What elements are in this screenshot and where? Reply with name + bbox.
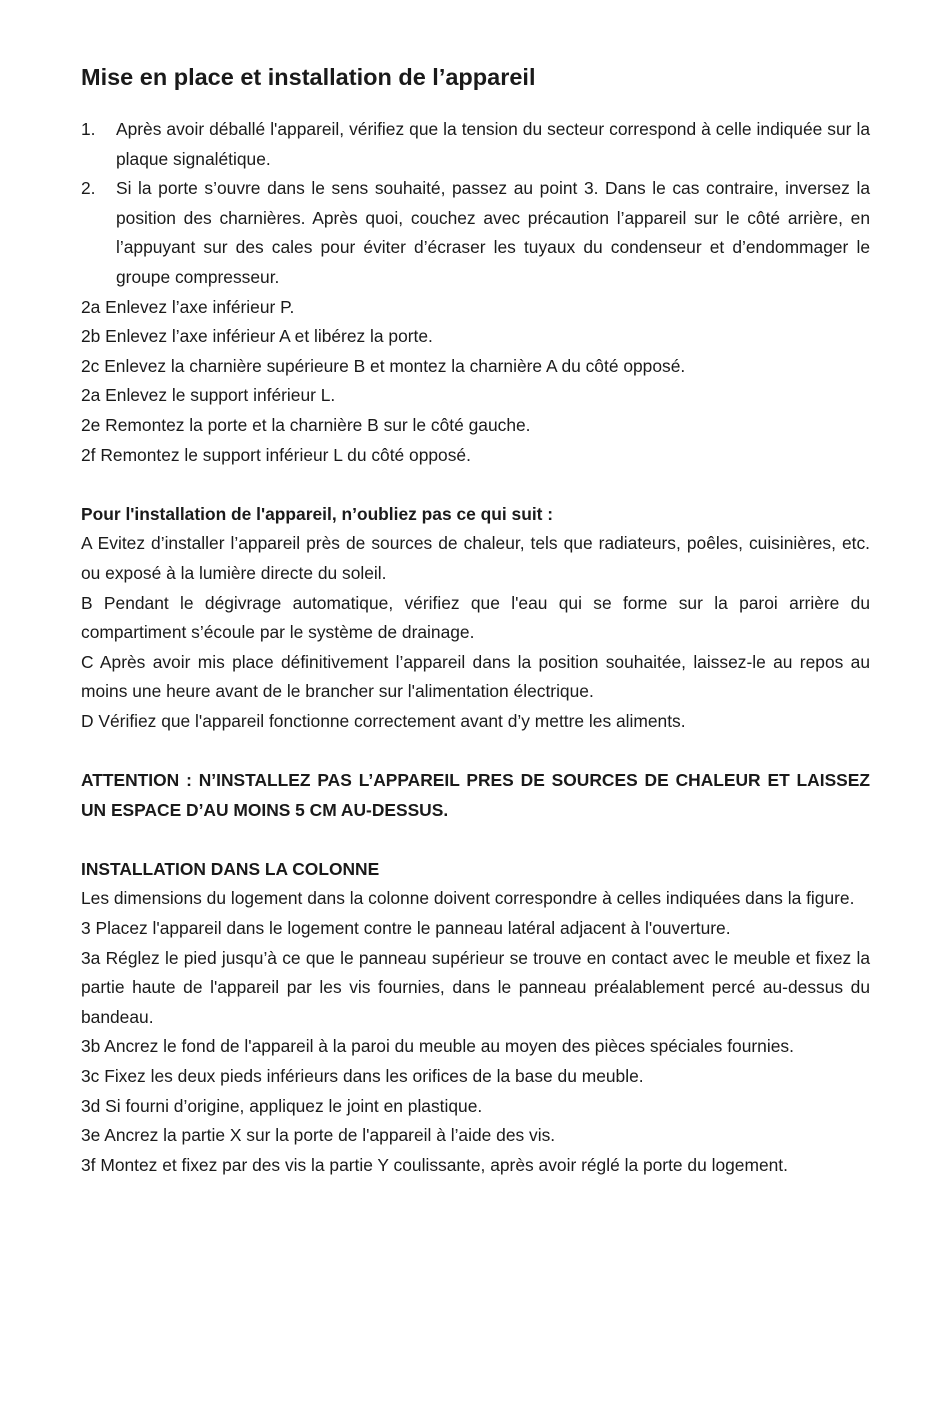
- column-point: 3 Placez l'appareil dans le logement contre le panneau latéral adjacent à l'ouverture.: [81, 918, 731, 939]
- step-2d: 2a Enlevez le support inférieur L.: [81, 385, 336, 406]
- install-point-a: A Evitez d’installer l’appareil près de sources de chaleur, tels que radiateurs, poêles, cuisinières, etc. ou exposé à la lumière directe du soleil.: [81, 533, 870, 583]
- list-text: Si la porte s’ouvre dans le sens souhaité, passez au point 3. Dans le cas contraire, inversez la position des charnières. Après quoi, couchez avec précaution l’appareil sur le côté arrière, en l’appuyant sur des cales pour éviter d’écraser les tuyaux du condenseur et d’endommager le groupe compresseur.: [116, 178, 870, 287]
- column-point: 3c Fixez les deux pieds inférieurs dans les orifices de la base du meuble.: [81, 1066, 644, 1086]
- column-point: 3b Ancrez le fond de l'appareil à la paroi du meuble au moyen des pièces spéciales fournies.: [81, 1036, 794, 1057]
- step-2f: 2f Remontez le support inférieur L du côté opposé.: [81, 444, 471, 465]
- list-item: [81, 115, 870, 174]
- list-number: 2.: [81, 178, 96, 199]
- page-title: Mise en place et installation de l’appareil: [81, 64, 536, 90]
- list-item: [81, 174, 870, 292]
- step-2c: 2c Enlevez la charnière supérieure B et montez la charnière A du côté opposé.: [81, 355, 686, 376]
- list-number: 1.: [81, 119, 96, 139]
- install-point-d: D Vérifiez que l'appareil fonctionne correctement avant d’y mettre les aliments.: [81, 710, 686, 731]
- column-point: Les dimensions du logement dans la colonne doivent correspondre à celles indiquées dans la figure.: [81, 888, 855, 909]
- install-heading: Pour l'installation de l'appareil, n’oubliez pas ce qui suit :: [81, 503, 554, 524]
- spacer: [81, 470, 870, 500]
- attention-warning: ATTENTION : N’INSTALLEZ PAS L’APPAREIL PRES DE SOURCES DE CHALEUR ET LAISSEZ UN ESPACE D’AU MOINS 5 CM AU-DESSUS.: [81, 770, 870, 820]
- spacer: [81, 736, 870, 766]
- step-2a: 2a Enlevez l’axe inférieur P.: [81, 296, 295, 317]
- install-point-b: B Pendant le dégivrage automatique, vérifiez que l'eau qui se forme sur la paroi arrière du compartiment s’écoule par le système de drainage.: [81, 592, 870, 643]
- column-heading: INSTALLATION DANS LA COLONNE: [81, 858, 380, 879]
- document-page: [81, 60, 870, 1180]
- column-point: 3e Ancrez la partie X sur la porte de l'appareil à l’aide des vis.: [81, 1125, 556, 1146]
- install-point-c: C Après avoir mis place définitivement l’appareil dans la position souhaitée, laissez-le au repos au moins une heure avant de le brancher sur l'alimentation électrique.: [81, 651, 870, 702]
- spacer: [81, 825, 870, 855]
- column-point: 3f Montez et fixez par des vis la partie Y coulissante, après avoir réglé la porte du logement.: [81, 1154, 788, 1175]
- column-point: 3a Réglez le pied jusqu’à ce que le panneau supérieur se trouve en contact avec le meuble et fixez la partie haute de l'appareil par les vis fournies, dans le panneau préalablement percé au-dessus du bandeau.: [81, 947, 870, 1027]
- column-point: 3d Si fourni d’origine, appliquez le joint en plastique.: [81, 1095, 483, 1116]
- list-text: Après avoir déballé l'appareil, vérifiez que la tension du secteur correspond à celle indiquée sur la plaque signalétique.: [116, 119, 870, 169]
- step-2b: 2b Enlevez l’axe inférieur A et libérez la porte.: [81, 326, 433, 347]
- step-2e: 2e Remontez la porte et la charnière B sur le côté gauche.: [81, 414, 531, 435]
- numbered-list: [81, 115, 870, 293]
